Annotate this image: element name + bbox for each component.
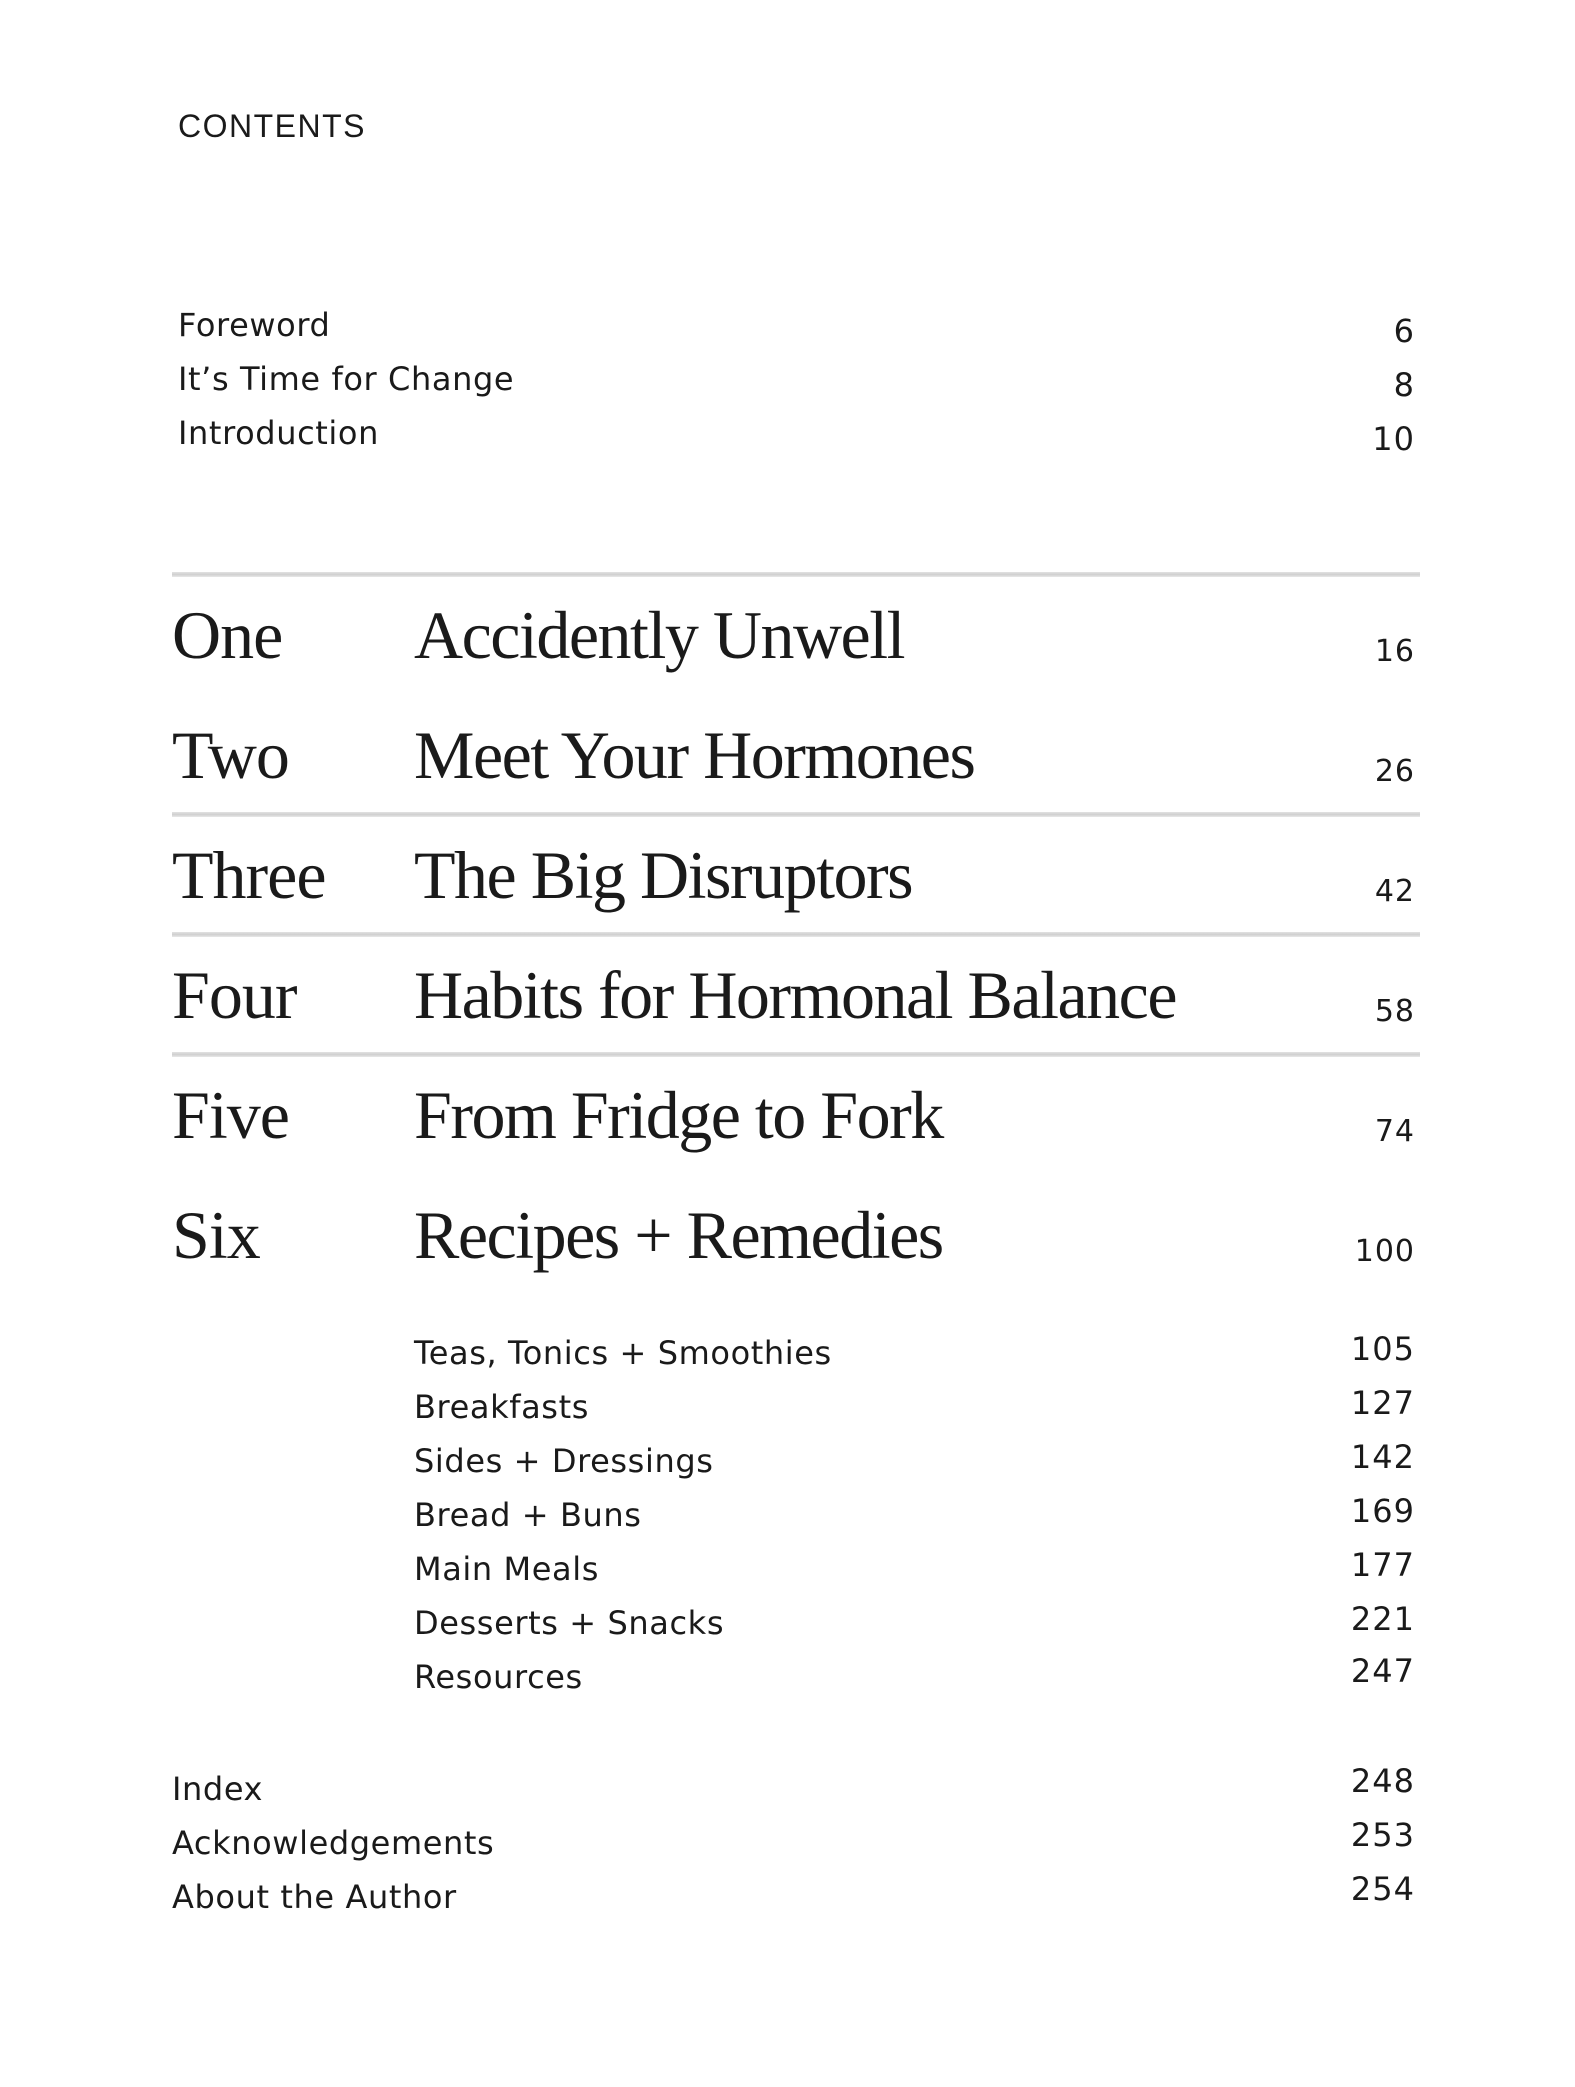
toc-entry-label: Foreword — [178, 306, 331, 344]
chapter-page: 100 — [1354, 1234, 1415, 1269]
toc-subentry-label: Main Meals — [414, 1550, 600, 1588]
chapter-page: 58 — [1374, 994, 1415, 1029]
toc-entry-page: 253 — [1350, 1816, 1415, 1854]
toc-subentry-teas-tonics-smoothies[interactable] — [0, 1330, 1575, 1384]
toc-entry-page: 10 — [1372, 420, 1415, 458]
chapter-page: 16 — [1374, 634, 1415, 669]
chapter-number: Three — [172, 837, 326, 913]
toc-entry-page: 248 — [1350, 1762, 1415, 1800]
toc-subentry-label: Bread + Buns — [414, 1496, 642, 1534]
toc-subentry-label: Desserts + Snacks — [414, 1604, 725, 1642]
toc-entry-acknowledgements[interactable] — [0, 1816, 1575, 1874]
chapter-number: One — [172, 597, 283, 673]
toc-subentry-page: 221 — [1350, 1600, 1415, 1638]
toc-subentry-page: 169 — [1350, 1492, 1415, 1530]
chapter-entry-four[interactable] — [0, 956, 1575, 1066]
chapter-page: 74 — [1374, 1114, 1415, 1149]
chapter-entry-three[interactable] — [0, 836, 1575, 946]
chapter-number: Four — [172, 957, 297, 1033]
chapter-title: The Big Disruptors — [414, 837, 913, 913]
toc-subentry-main-meals[interactable] — [0, 1546, 1575, 1600]
toc-entry-introduction[interactable] — [0, 414, 1575, 464]
chapter-page: 42 — [1374, 874, 1415, 909]
toc-subentry-page: 127 — [1350, 1384, 1415, 1422]
toc-entry-label: About the Author — [172, 1878, 457, 1916]
toc-entry-foreword[interactable] — [0, 306, 1575, 356]
chapter-entry-six[interactable] — [0, 1196, 1575, 1306]
chapter-title: Habits for Hormonal Balance — [414, 957, 1177, 1033]
chapter-number: Two — [172, 717, 289, 793]
toc-entry-index[interactable] — [0, 1762, 1575, 1820]
toc-subentry-bread-buns[interactable] — [0, 1492, 1575, 1546]
toc-subentry-resources[interactable] — [0, 1652, 1575, 1708]
divider-rule — [172, 572, 1420, 577]
chapter-number: Six — [172, 1197, 260, 1273]
chapter-entry-two[interactable] — [0, 716, 1575, 826]
toc-entry-about-the-author[interactable] — [0, 1870, 1575, 1928]
toc-entry-its-time-for-change[interactable] — [0, 360, 1575, 410]
toc-subentry-page: 177 — [1350, 1546, 1415, 1584]
chapter-entry-five[interactable] — [0, 1076, 1575, 1186]
toc-subentry-label: Resources — [414, 1658, 583, 1696]
toc-subentry-page: 247 — [1350, 1652, 1415, 1690]
toc-entry-label: Index — [172, 1770, 264, 1808]
toc-subentry-label: Teas, Tonics + Smoothies — [414, 1334, 832, 1372]
toc-entry-page: 8 — [1393, 366, 1415, 404]
toc-subentry-page: 105 — [1350, 1330, 1415, 1368]
toc-entry-label: It’s Time for Change — [178, 360, 515, 398]
page-heading: CONTENTS — [178, 108, 366, 144]
chapter-title: From Fridge to Fork — [414, 1077, 943, 1153]
toc-subentry-label: Breakfasts — [414, 1388, 589, 1426]
toc-entry-label: Introduction — [178, 414, 379, 452]
chapter-title: Meet Your Hormones — [414, 717, 975, 793]
toc-subentry-breakfasts[interactable] — [0, 1384, 1575, 1438]
chapter-title: Recipes + Remedies — [414, 1197, 943, 1273]
toc-entry-page: 6 — [1393, 312, 1415, 350]
chapter-entry-one[interactable] — [0, 596, 1575, 706]
toc-entry-page: 254 — [1350, 1870, 1415, 1908]
toc-subentry-label: Sides + Dressings — [414, 1442, 714, 1480]
chapter-number: Five — [172, 1077, 289, 1153]
chapter-page: 26 — [1374, 754, 1415, 789]
toc-subentry-sides-dressings[interactable] — [0, 1438, 1575, 1492]
toc-entry-label: Acknowledgements — [172, 1824, 495, 1862]
toc-subentry-desserts-snacks[interactable] — [0, 1600, 1575, 1654]
chapter-title: Accidently Unwell — [414, 597, 905, 673]
toc-subentry-page: 142 — [1350, 1438, 1415, 1476]
